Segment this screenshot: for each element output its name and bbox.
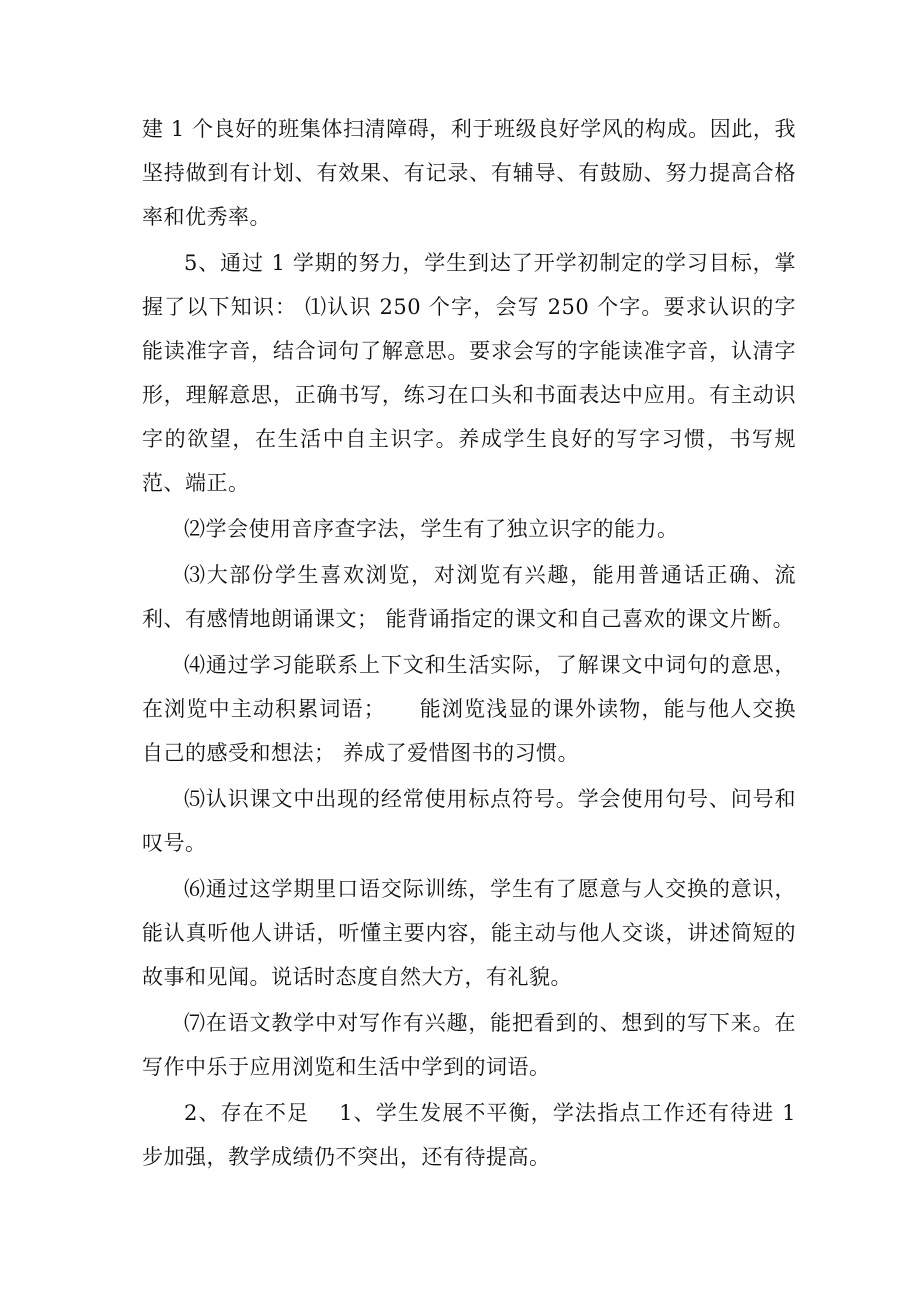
paragraph-item-5-punctuation: ⑸认识课文中出现的经常使用标点符号。学会使用句号、问号和叹号。 — [142, 787, 796, 855]
paragraph-item-7-writing: ⑺在语文教学中对写作有兴趣，能把看到的、想到的写下来。在写作中乐于应用浏览和生活中学到的词语。 — [142, 1011, 796, 1079]
document-body — [142, 107, 804, 1181]
paragraph-semester-goals: 5、通过 1 学期的努力，学生到达了开学初制定的学习目标，掌握了以下知识： ⑴认识 250 个字，会写 250 个字。要求认识的字能读准字音，结合词句了解意思。要求会写的字能读准字音，认清字形，理解意思，正确书写，练习在口头和书面表达中应用。有主动识字的欲望，在生活中自主识字。养成学生良好的写字习惯，书写规范、端正。 — [142, 251, 796, 495]
paragraph-class-building: 建 1 个良好的班集体扫清障碍，利于班级良好学风的构成。因此，我坚持做到有计划、有效果、有记录、有辅导、有鼓励、努力提高合格率和优秀率。 — [142, 117, 796, 229]
paragraph-shortcomings: 2、存在不足 1、学生发展不平衡，学法指点工作还有待进 1 步加强，教学成绩仍不突出，还有待提高。 — [142, 1101, 804, 1169]
paragraph-item-3-reading: ⑶大部份学生喜欢浏览，对浏览有兴趣，能用普通话正确、流利、有感情地朗诵课文； 能背诵指定的课文和自己喜欢的课文片断。 — [142, 563, 796, 631]
paragraph-item-2-phonetic-lookup: ⑵学会使用音序查字法，学生有了独立识字的能力。 — [184, 517, 679, 541]
paragraph-item-6-oral-communication: ⑹通过这学期里口语交际训练，学生有了愿意与人交换的意识，能认真听他人讲话，听懂主要内容，能主动与他人交谈，讲述简短的故事和见闻。说话时态度自然大方，有礼貌。 — [142, 877, 796, 989]
paragraph-item-4-vocabulary: ⑷通过学习能联系上下文和生活实际，了解课文中词句的意思，在浏览中主动积累词语； 能浏览浅显的课外读物，能与他人交换自己的感受和想法； 养成了爱惜图书的习惯。 — [142, 653, 796, 765]
